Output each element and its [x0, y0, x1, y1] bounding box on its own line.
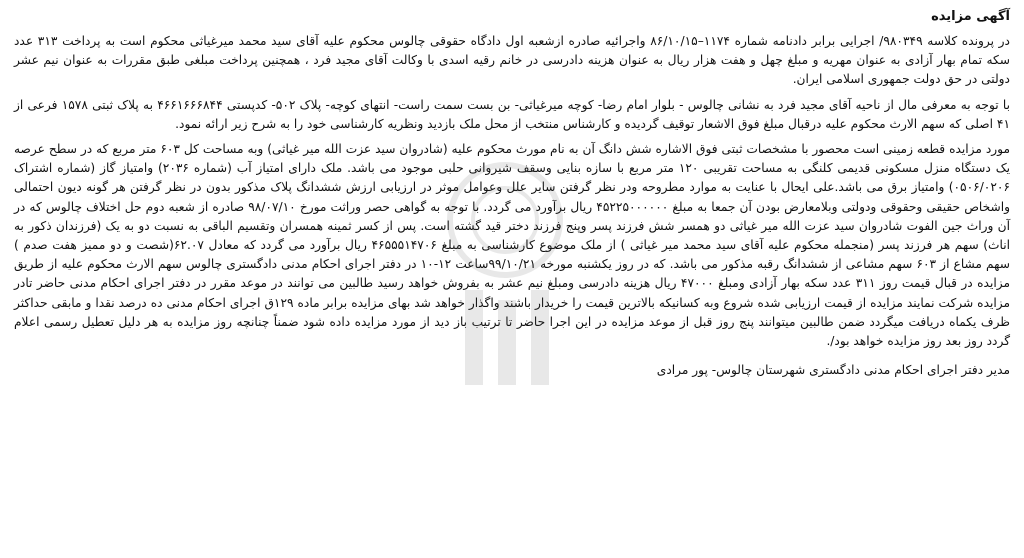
- signature-line: مدیر دفتر اجرای احکام مدنی دادگستری شهرستان چالوس- پور مرادی: [656, 363, 1010, 378]
- paragraph-property: با توجه به معرفی مال از ناحیه آقای مجید فرد به نشانی چالوس - بلوار امام رضا- کوچه میرغیاثی- بن بست سمت راست- انتهای کوچه- پلاک ۵۰۲- کدپستی ۴۶۶۱۶۶۶۸۴۴ به پلاک ثبتی ۱۵۷۸ فرعی از ۴۱ اصلی که سهم الارث محکوم علیه درقبال مبلغ فوق الاشعار توقیف گردیده و کارشناس منتخب از محل ملک بازدید ونظریه کارشناسی خود را به شرح زیر ارائه نمود.: [14, 97, 1010, 131]
- paragraph-case: در پرونده کلاسه ۹۸۰۳۴۹/ اجرایی برابر دادنامه شماره ۱۱۷۴–۸۶/۱۰/۱۵ واجرائیه صادره ازشعبه اول دادگاه حقوقی چالوس محکوم علیه آقای سید محمد میرغیاثی محکوم است به پرداخت ۳۱۳ عدد سکه تمام بهار آزادی به عنوان مهریه و مبلغ چهل و هفت هزار ریال به عنوان هزینه دادرسی در خانم رقیه اسدی با وکالت آقای مجید فرد ، همچنین پرداخت مبلغی طبق مقررات به عنوان نیم عشر دولتی در حق دولت جمهوری اسلامی ایران.: [14, 34, 1010, 87]
- paragraph-auction-details: مورد مزایده قطعه زمینی است محصور با مشخصات ثبتی فوق الاشاره شش دانگ آن به نام مورث محکوم علیه (شادروان سید عزت الله میر غیاثی) وبه مساحت کل ۶۰۳ متر مربع که در سطح عرصه یک دستگاه منزل مسکونی قدیمی کلنگی به مساحت تقریبی ۱۲۰ متر مربع با سازه بنایی وسقف شیروانی حلبی موجود می باشد. ملک دارای امتیاز آب (شماره ۲۰۳۶) وامتیاز گاز (شماره اشتراک ۰۵۰۶/۰۲۰۶) وامتیاز برق می باشد.علی ایحال با عنایت به موارد مطروحه ودر نظر گرفتن سایر علل وعوامل موثر در ارزیابی ارزش ششدانگ پلاک مذکور بدون در نظر گرفتن هر گونه دیون احتمالی واشخاص حقیقی وحقوقی ودولتی وبلامعارض بودن آن جمعا به مبلغ ۴۵۲۲۵۰۰۰۰۰۰ ریال برآورد می گردد. با توجه به گواهی حصر وراثت مورخ ۹۸/۰۷/۱۰ صادره از شعبه دوم حل اختلاف چالوس که در آن وراث جین الفوت شادروان سید عزت الله میر غیاثی دو همسر شش فرزند پسر وپنج فرزند دختر قید گشته است. پس از کسر ثمینه همسران وتقسیم الباقی به نسبت دو به یک (فرزندان ذکور به اناث) سهم هر فرزند پسر (منجمله محکوم علیه آقای سید محمد میر غیاثی ) از ملک موضوع کارشناسی به مبلغ ۴۶۵۵۵۱۴۷۰۶ ریال برآورد می گردد که معادل ۶۲.۰۷(شصت و دو ممیز هفت صدم ) سهم مشاع از ۶۰۳ سهم مشاعی از ششدانگ رقبه مذکور می باشد. که در روز یکشنبه مورخه ۹۹/۱۰/۲۱ساعت ۱۲-۱۰ در دفتر اجرای احکام مدنی دادگستری چالوس سهم الارث محکوم علیه از طریق مزایده در قبال قیمت روز ۳۱۱ عدد سکه بهار آزادی ومبلغ ۴۷۰۰۰ ریال هزینه دادرسی ومبلغ نیم عشر به بفروش خواهد رسید طالبین می توانند در موعد مقرر در دفتر اجرای احکام مدنی حاضر تادر مزایده شرکت نمایند مزایده از قیمت ارزیابی شده شروع وبه کسانیکه بالاترین قیمت را خریدار باشند واگذار خواهد شد بهای مزایده برابر ماده ۱۲۹ق اجرای احکام مدنی ده درصد نقدا و مابقی حداکثر ظرف یکماه دریافت میگردد ضمن طالبین میتوانند پنج روز قبل از موعد مزایده در این اجرا حاضر تا ترتیب باز دید از مورد مزایده داده شود ضمناً چنانچه روز مزایده به هر دلیل تعطیل رسمی اعلام گردد روز بعد روز مزایده خواهد بود/.: [14, 142, 1010, 349]
- notice-title: آگهی مزایده: [931, 9, 1010, 24]
